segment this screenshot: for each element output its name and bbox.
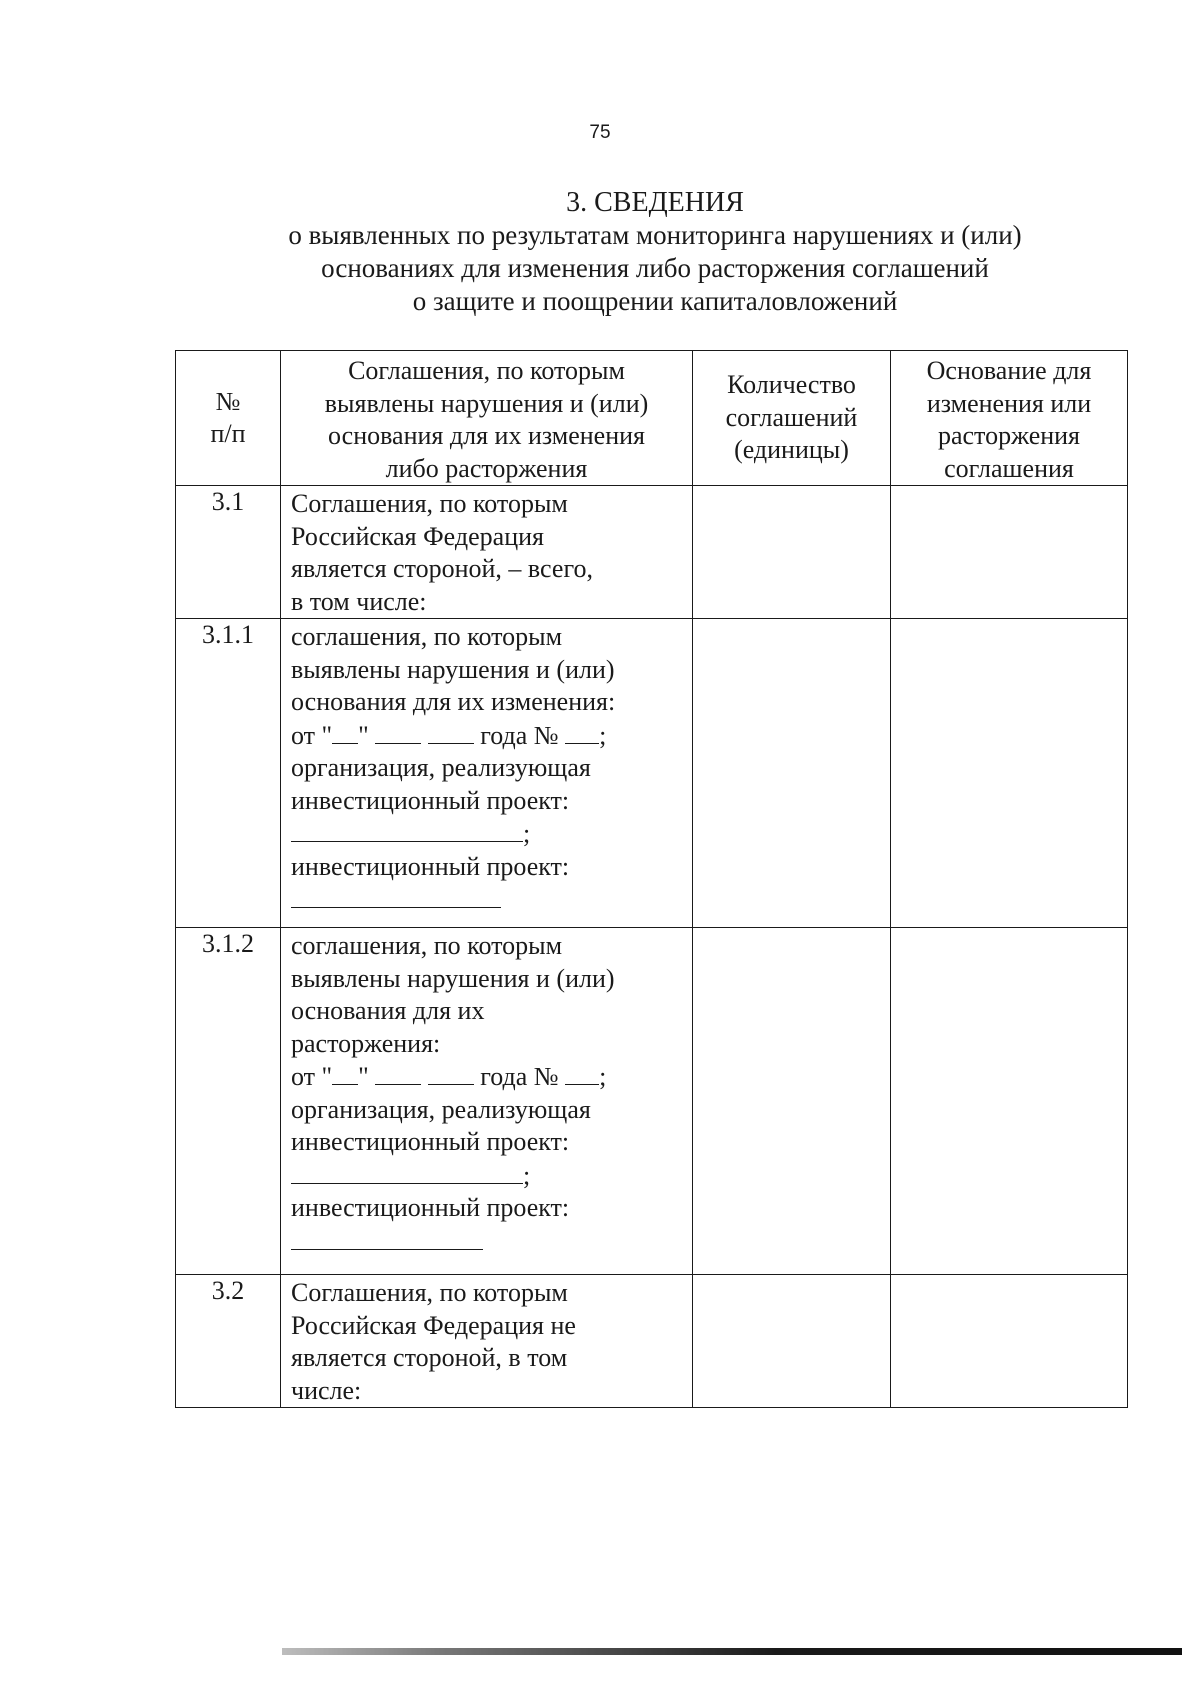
row-text-line: Соглашения, по которым bbox=[291, 489, 568, 518]
header-agreements-line: основания для их изменения bbox=[328, 421, 645, 450]
header-basis-line: расторжения bbox=[937, 421, 1081, 450]
row-text-line: выявлены нарушения и (или) bbox=[291, 654, 615, 684]
heading-line-3: о защите и поощрении капиталовложений bbox=[412, 286, 898, 316]
organization-blank[interactable] bbox=[291, 1159, 523, 1184]
header-agreements-line: либо расторжения bbox=[385, 453, 588, 483]
page-number: 75 bbox=[589, 122, 611, 143]
semicolon: ; bbox=[523, 819, 531, 848]
row-text-line: соглашения, по которым bbox=[291, 931, 563, 960]
date-prefix: от " bbox=[291, 1062, 333, 1091]
day-blank[interactable] bbox=[332, 1060, 358, 1085]
year-number-label: года № bbox=[480, 1062, 559, 1091]
date-end: ; bbox=[599, 1062, 607, 1091]
number-blank[interactable] bbox=[565, 1060, 599, 1085]
header-number bbox=[176, 351, 281, 486]
heading-line-2: основаниях для изменения либо расторжения соглашений bbox=[321, 253, 989, 283]
row-text-line: является стороной, – всего, bbox=[291, 554, 593, 583]
table-row bbox=[176, 1275, 1128, 1408]
bottom-scan-rule bbox=[282, 1648, 1182, 1655]
date-line bbox=[291, 719, 692, 753]
month-blank[interactable] bbox=[375, 719, 421, 744]
row-description bbox=[281, 1275, 693, 1408]
row-text-line: числе: bbox=[291, 1375, 362, 1405]
year-blank[interactable] bbox=[428, 1060, 474, 1085]
year-blank[interactable] bbox=[428, 719, 474, 744]
row-text-line: основания для их изменения: bbox=[291, 687, 616, 716]
row-number: 3.1.2 bbox=[176, 928, 281, 1275]
header-number-line: п/п bbox=[210, 419, 246, 448]
count-cell[interactable] bbox=[693, 1275, 891, 1408]
header-number-line: № bbox=[215, 386, 241, 416]
org-label-line: организация, реализующая bbox=[291, 1094, 591, 1124]
header-basis-line: соглашения bbox=[944, 453, 1074, 483]
header-basis-line: изменения или bbox=[926, 388, 1092, 418]
project-blank[interactable] bbox=[291, 883, 501, 908]
row-number: 3.2 bbox=[176, 1275, 281, 1408]
org-blank-line bbox=[291, 817, 692, 851]
row-number: 3.1.1 bbox=[176, 619, 281, 928]
project-label: инвестиционный проект: bbox=[291, 851, 570, 881]
date-end: ; bbox=[599, 720, 607, 750]
header-agreements-line: выявлены нарушения и (или) bbox=[324, 388, 649, 418]
header-basis-line: Основание для bbox=[926, 356, 1092, 385]
org-label-line: организация, реализующая bbox=[291, 753, 591, 782]
semicolon: ; bbox=[523, 1160, 531, 1190]
basis-cell[interactable] bbox=[891, 928, 1128, 1275]
org-blank-line bbox=[291, 1159, 692, 1193]
header-count-line: (единицы) bbox=[734, 435, 849, 465]
year-number-label: года № bbox=[480, 720, 559, 750]
table-row bbox=[176, 486, 1128, 619]
row-text-line: Российская Федерация не bbox=[291, 1310, 576, 1340]
date-quote: " bbox=[358, 1062, 369, 1091]
header-count bbox=[693, 351, 891, 486]
row-text-line: соглашения, по которым bbox=[291, 622, 563, 651]
project-blank[interactable] bbox=[291, 1225, 483, 1250]
table-row bbox=[176, 928, 1128, 1275]
org-label-line: инвестиционный проект: bbox=[291, 1127, 570, 1156]
month-blank[interactable] bbox=[375, 1060, 421, 1085]
row-text-line: является стороной, в том bbox=[291, 1343, 568, 1372]
date-quote: " bbox=[358, 720, 369, 750]
basis-cell[interactable] bbox=[891, 1275, 1128, 1408]
section-title: 3. СВЕДЕНИЯ bbox=[566, 187, 744, 218]
heading-line-1: о выявленных по результатам мониторинга нарушениях и (или) bbox=[288, 220, 1022, 250]
row-description bbox=[281, 619, 693, 928]
row-text-line: основания для их bbox=[291, 996, 485, 1025]
number-blank[interactable] bbox=[565, 719, 599, 744]
org-label-line: инвестиционный проект: bbox=[291, 785, 570, 815]
basis-cell[interactable] bbox=[891, 486, 1128, 619]
monitoring-table bbox=[175, 350, 1128, 1408]
header-count-line: соглашений bbox=[725, 402, 858, 432]
document-heading bbox=[0, 186, 1200, 318]
row-text-line: Российская Федерация bbox=[291, 521, 544, 551]
header-basis bbox=[891, 351, 1128, 486]
count-cell[interactable] bbox=[693, 486, 891, 619]
row-description bbox=[281, 486, 693, 619]
basis-cell[interactable] bbox=[891, 619, 1128, 928]
organization-blank[interactable] bbox=[291, 817, 523, 842]
row-text-line: в том числе: bbox=[291, 586, 427, 616]
project-label: инвестиционный проект: bbox=[291, 1193, 570, 1222]
row-text-line: Соглашения, по которым bbox=[291, 1278, 568, 1307]
table-header-row bbox=[176, 351, 1128, 486]
row-number: 3.1 bbox=[176, 486, 281, 619]
day-blank[interactable] bbox=[332, 719, 358, 744]
count-cell[interactable] bbox=[693, 928, 891, 1275]
row-description bbox=[281, 928, 693, 1275]
row-text-line: выявлены нарушения и (или) bbox=[291, 963, 615, 993]
project-blank-line bbox=[291, 1225, 692, 1259]
row-text-line: расторжения: bbox=[291, 1028, 441, 1058]
project-blank-line bbox=[291, 883, 692, 917]
table-row bbox=[176, 619, 1128, 928]
header-count-line: Количество bbox=[727, 370, 856, 400]
date-line bbox=[291, 1060, 692, 1094]
count-cell[interactable] bbox=[693, 619, 891, 928]
header-agreements-line: Соглашения, по которым bbox=[348, 356, 625, 385]
header-agreements bbox=[281, 351, 693, 486]
date-prefix: от " bbox=[291, 720, 333, 750]
